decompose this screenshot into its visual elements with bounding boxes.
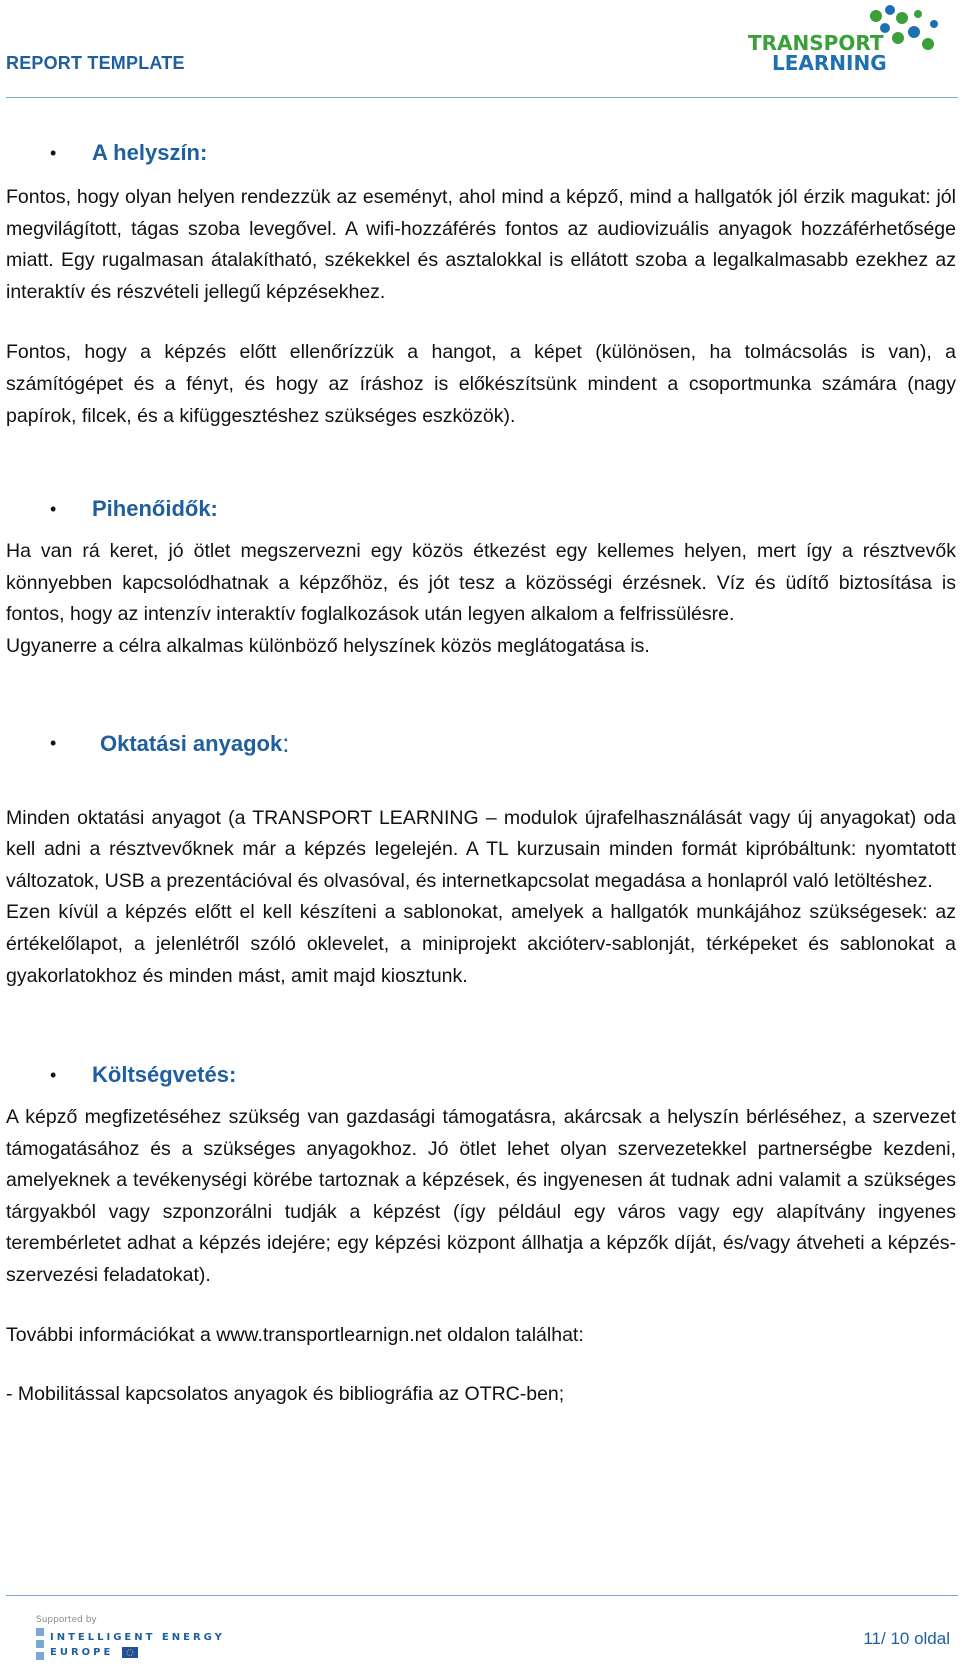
logo-text-transport: TRANSPORT xyxy=(748,31,884,55)
bullet-icon: • xyxy=(50,1064,57,1085)
logo-text-learning: LEARNING xyxy=(772,51,887,75)
section-heading-oktatasi xyxy=(50,723,956,765)
intelligent-energy-europe-logo xyxy=(36,1612,266,1662)
paragraph: Ha van rá keret, jó ötlet megszervezni egy közös étkezést egy kellemes helyen, mert így a résztvevők könnyebben kapcsolódhatnak a képzőhöz, és jót tesz a közösségi érzésnek. Víz és üdítő biztosítása is fontos, hogy az intenzív interaktív foglalkozások után legyen alkalom a felfrissülésre. xyxy=(6,540,956,626)
section-title: Költségvetés: xyxy=(92,1062,237,1088)
section-title: Pihenőidők: xyxy=(92,496,218,522)
header-title: REPORT TEMPLATE xyxy=(6,53,185,73)
paragraph: További információkat a www.transportlearnign.net oldalon találhat: xyxy=(6,1323,584,1346)
page-number: 11/ 10 oldal xyxy=(863,1629,950,1648)
header-divider xyxy=(6,97,958,98)
section-heading-pihenoidok xyxy=(50,488,956,530)
eu-flag-icon xyxy=(122,1647,138,1658)
document-body xyxy=(6,132,956,1411)
supported-by-text: Supported by xyxy=(36,1615,97,1625)
footer-divider xyxy=(6,1595,958,1596)
paragraph: Ugyanerre a célra alkalmas különböző helyszínek közös meglátogatása is. xyxy=(6,634,650,657)
transport-learning-logo xyxy=(748,2,958,82)
section-title-colon: : xyxy=(282,728,290,759)
section-title: A helyszín: xyxy=(92,140,208,165)
paragraph: A képző megfizetéséhez szükség van gazdasági támogatásra, akárcsak a helyszín bérléséhez, a szervezet támogatásához és a szükséges anyagokhoz. Jó ötlet lehet olyan szervezetekkel partnerségbe kezdeni, amelyeknek a tevékenységi körébe tartoznak a képzések, és ingyenesen át tudnak adni valamit a szükséges tárgyakból vagy szponzorálni tudják a képzést (így például egy város vagy egy alapítvány ingyenes terembérletet adhat a képzés idejére; egy képzési központ állhatja a képzők díját, és/vagy átveheti a képzés-szervezési feladatokat). xyxy=(6,1106,956,1287)
bullet-icon: • xyxy=(50,733,57,754)
iee-text-line2: EUROPE xyxy=(50,1647,114,1658)
paragraph: Fontos, hogy olyan helyen rendezzük az eseményt, ahol mind a képző, mind a hallgatók jól érzik magukat: jól megvilágított, tágas szoba levegővel. A wifi-hozzáférés fontos az audiovizuális anyagok hozzáférhetősége miatt. Egy rugalmasan átalakítható, székekkel és asztalokkal is ellátott szoba a legalkalmasabb ezekhez az interaktív és részvételi jellegű képzésekhez. xyxy=(6,186,956,303)
paragraph: Ezen kívül a képzés előtt el kell készíteni a sablonokat, amelyek a hallgatók munkájához szükségesek: az értékelőlapot, a jelenlétről szóló oklevelet, a miniprojekt akcióterv-sablonját, térképeket és sablonokat a gyakorlatokhoz és minden mást, amit majd kiosztunk. xyxy=(6,901,956,987)
iee-mark-icon xyxy=(36,1628,44,1660)
section-title: Oktatási anyagok xyxy=(100,730,283,756)
section-heading-helyszin xyxy=(50,132,956,174)
page-header xyxy=(0,0,960,100)
section-heading-koltsegvetes xyxy=(50,1054,956,1096)
paragraph: Minden oktatási anyagot (a TRANSPORT LEARNING – modulok újrafelhasználását vagy új anyagokat) oda kell adni a résztvevőknek már a képzés legelején. A TL kurzusain minden formát kipróbáltunk: nyomtatott változatok, USB a prezentációval és olvasóval, és internetkapcsolat megadása a honlapról való letöltéshez. xyxy=(6,806,956,892)
paragraph: Fontos, hogy a képzés előtt ellenőrízzük a hangot, a képet (különösen, ha tolmácsolás is van), a számítógépet és a fényt, és hogy az íráshoz is előkészítsünk mindent a csoportmunka számára (nagy papírok, filcek, és a kifüggesztéshez szükséges eszközök). xyxy=(6,341,956,427)
list-item: - Mobilitással kapcsolatos anyagok és bibliográfia az OTRC-ben; xyxy=(6,1383,565,1406)
iee-text-line1: INTELLIGENT ENERGY xyxy=(50,1632,225,1643)
bullet-icon: • xyxy=(50,498,57,519)
bullet-icon: • xyxy=(50,142,57,163)
